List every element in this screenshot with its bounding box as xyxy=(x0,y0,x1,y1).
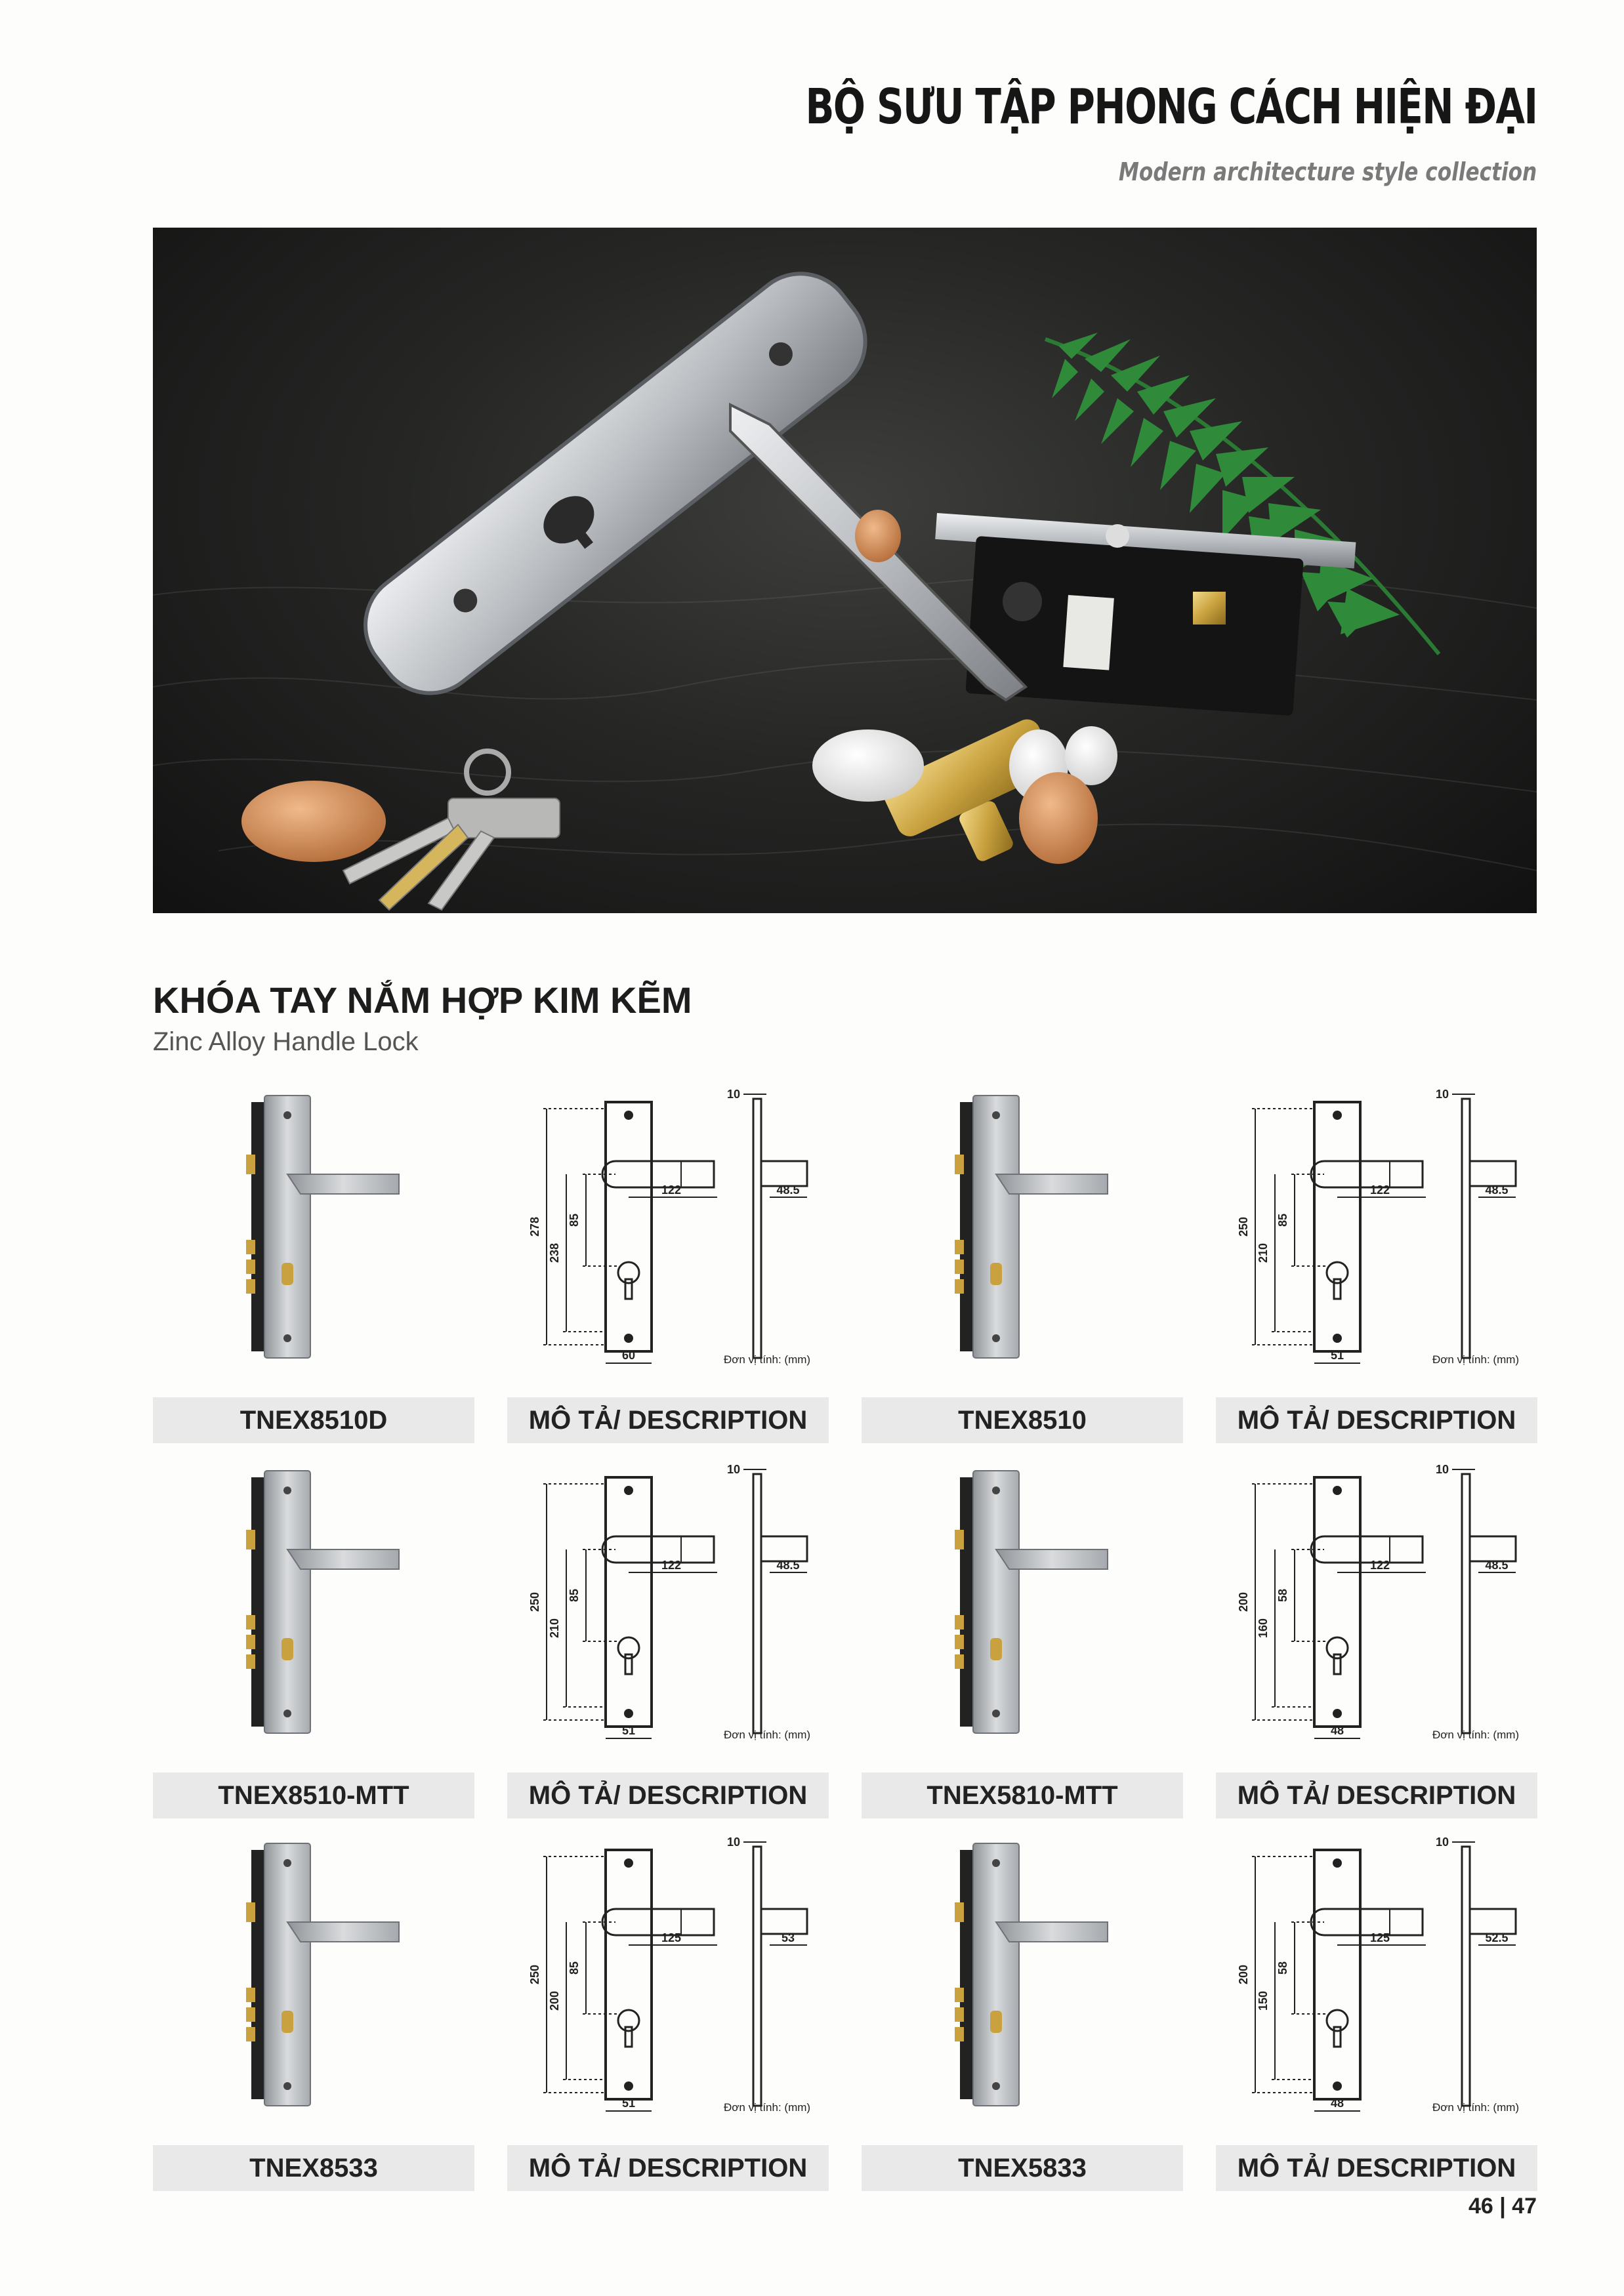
unit-label: Đơn vị tính: (mm) xyxy=(724,1729,811,1741)
dim-height-small: 58 xyxy=(1276,1961,1289,1975)
technical-drawing xyxy=(1216,1089,1537,1378)
product-photo xyxy=(153,1089,474,1378)
description-label: MÔ TẢ/ DESCRIPTION xyxy=(1216,2145,1537,2191)
dim-width: 48 xyxy=(1330,2097,1344,2110)
product-code-label: TNEX8533 xyxy=(153,2145,474,2191)
technical-drawing xyxy=(1216,1464,1537,1753)
dim-backset: 48.5 xyxy=(1485,1183,1509,1197)
dim-handle-length: 122 xyxy=(1369,1183,1390,1197)
section-subtitle: Zinc Alloy Handle Lock xyxy=(153,1027,419,1056)
dim-height-small: 85 xyxy=(568,1213,581,1227)
product-code-label: TNEX8510-MTT xyxy=(153,1773,474,1818)
dim-width: 48 xyxy=(1330,1724,1344,1737)
unit-label: Đơn vị tính: (mm) xyxy=(1432,2101,1520,2114)
dim-thickness: 10 xyxy=(726,1837,741,1849)
technical-drawing xyxy=(507,1089,829,1378)
dim-handle-length: 125 xyxy=(1369,1931,1390,1944)
dim-height-small: 85 xyxy=(568,1961,581,1975)
dim-height-total: 200 xyxy=(1237,1591,1250,1612)
dim-height-mid: 238 xyxy=(548,1242,561,1263)
dim-height-total: 200 xyxy=(1237,1964,1250,1985)
description-label: MÔ TẢ/ DESCRIPTION xyxy=(507,2145,829,2191)
technical-drawing xyxy=(507,1464,829,1753)
product-code-label: TNEX8510 xyxy=(862,1397,1183,1443)
hero-photo xyxy=(153,228,1537,913)
dim-height-total: 250 xyxy=(528,1964,541,1985)
dim-thickness: 10 xyxy=(1435,1837,1449,1849)
technical-drawing xyxy=(1216,1837,1537,2125)
dim-backset: 52.5 xyxy=(1485,1931,1509,1944)
product-photo xyxy=(153,1464,474,1753)
dim-height-mid: 200 xyxy=(548,1990,561,2011)
unit-label: Đơn vị tính: (mm) xyxy=(724,2101,811,2114)
section-title: KHÓA TAY NẮM HỢP KIM KẼM xyxy=(153,979,692,1021)
product-code-label: TNEX5810-MTT xyxy=(862,1773,1183,1818)
product-photo xyxy=(862,1464,1183,1753)
dim-backset: 48.5 xyxy=(776,1183,800,1197)
dim-width: 60 xyxy=(621,1349,636,1362)
product-photo xyxy=(862,1837,1183,2125)
dim-backset: 53 xyxy=(781,1931,795,1944)
description-label: MÔ TẢ/ DESCRIPTION xyxy=(507,1773,829,1818)
description-label: MÔ TẢ/ DESCRIPTION xyxy=(1216,1773,1537,1818)
page-subtitle: Modern architecture style collection xyxy=(1118,157,1537,186)
product-code-label: TNEX5833 xyxy=(862,2145,1183,2191)
dim-width: 51 xyxy=(621,1724,636,1737)
unit-label: Đơn vị tính: (mm) xyxy=(724,1353,811,1366)
dim-thickness: 10 xyxy=(726,1464,741,1476)
technical-drawing xyxy=(507,1837,829,2125)
dim-height-small: 85 xyxy=(1276,1213,1289,1227)
dim-thickness: 10 xyxy=(726,1089,741,1101)
dim-width: 51 xyxy=(1330,1349,1344,1362)
unit-label: Đơn vị tính: (mm) xyxy=(1432,1729,1520,1741)
unit-label: Đơn vị tính: (mm) xyxy=(1432,1353,1520,1366)
dim-height-total: 250 xyxy=(1237,1216,1250,1237)
page-number: 46 | 47 xyxy=(1468,2194,1537,2219)
description-label: MÔ TẢ/ DESCRIPTION xyxy=(507,1397,829,1443)
dim-handle-length: 125 xyxy=(661,1931,682,1944)
dim-handle-length: 122 xyxy=(661,1559,682,1572)
dim-height-mid: 160 xyxy=(1257,1618,1270,1639)
dim-handle-length: 122 xyxy=(1369,1559,1390,1572)
dim-height-small: 85 xyxy=(568,1588,581,1603)
dim-height-mid: 210 xyxy=(548,1618,561,1639)
dim-thickness: 10 xyxy=(1435,1464,1449,1476)
dim-thickness: 10 xyxy=(1435,1089,1449,1101)
dim-height-small: 58 xyxy=(1276,1588,1289,1603)
description-label: MÔ TẢ/ DESCRIPTION xyxy=(1216,1397,1537,1443)
dim-height-total: 278 xyxy=(528,1216,541,1237)
dim-height-mid: 150 xyxy=(1257,1990,1270,2011)
dim-height-total: 250 xyxy=(528,1591,541,1612)
page-title: BỘ SƯU TẬP PHONG CÁCH HIỆN ĐẠI xyxy=(805,79,1537,135)
product-photo xyxy=(862,1089,1183,1378)
dim-handle-length: 122 xyxy=(661,1183,682,1197)
dim-height-mid: 210 xyxy=(1257,1242,1270,1263)
product-photo xyxy=(153,1837,474,2125)
product-code-label: TNEX8510D xyxy=(153,1397,474,1443)
dim-backset: 48.5 xyxy=(776,1559,800,1572)
dim-width: 51 xyxy=(621,2097,636,2110)
dim-backset: 48.5 xyxy=(1485,1559,1509,1572)
